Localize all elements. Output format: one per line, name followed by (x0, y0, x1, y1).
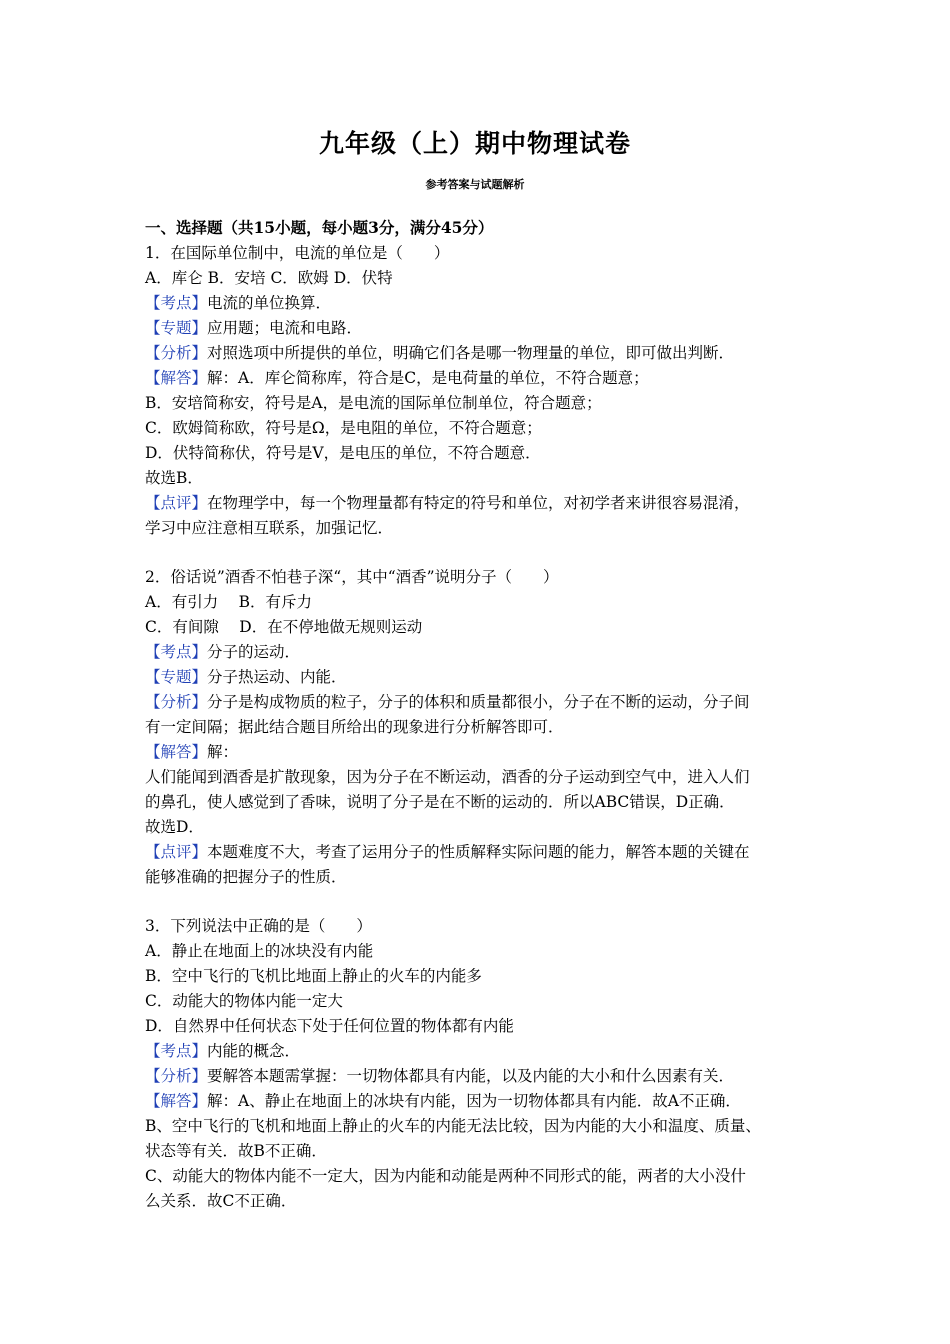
zhuanti-text: 应用题；电流和电路． (207, 319, 363, 337)
dianping-tag: 【点评】 (145, 843, 208, 861)
question-2-zhuanti (145, 665, 810, 690)
kaodian-text: 电流的单位换算． (207, 294, 332, 312)
question-2-dianping (145, 840, 810, 865)
question-3-option-a: A．静止在地面上的冰块没有内能 (145, 942, 374, 960)
kaodian-tag: 【考点】 (145, 1042, 208, 1060)
fenxi-text: 对照选项中所提供的单位，明确它们各是哪一物理量的单位，即可做出判断． (207, 344, 735, 362)
jieda-text: 解：A．库仑简称库，符合是C，是电荷量的单位，不符合题意； (207, 369, 649, 387)
jieda-text: 解：A、静止在地面上的冰块有内能，因为一切物体都具有内能．故A不正确． (207, 1092, 741, 1110)
dianping-text: 本题难度不大，考查了运用分子的性质解释实际问题的能力，解答本题的关键在 (207, 843, 750, 861)
question-1-dianping (145, 491, 810, 516)
answer-line: C、动能大的物体内能不一定大，因为内能和动能是两种不同形式的能，两者的大小没什 (145, 1167, 746, 1185)
answer-line: 的鼻孔，使人感觉到了香味，说明了分子是在不断的运动的．所以ABC错误，D正确． (145, 793, 735, 811)
question-3-option-c: C．动能大的物体内能一定大 (145, 992, 343, 1010)
zhuanti-tag: 【专题】 (145, 319, 208, 337)
answer-choice: 故选B． (145, 469, 203, 487)
question-2-options: C．有间隙 D．在不停地做无规则运动 (145, 618, 423, 636)
answer-line: B．安培简称安，符号是A，是电流的国际单位制单位，符合题意； (145, 394, 602, 412)
jieda-tag: 【解答】 (145, 1092, 208, 1110)
question-2-jieda (145, 740, 810, 765)
question-1-jieda (145, 366, 810, 391)
question-2-kaodian (145, 640, 810, 665)
kaodian-text: 内能的概念． (207, 1042, 301, 1060)
dianping-text: 在物理学中，每一个物理量都有特定的符号和单位，对初学者来讲很容易混淆， (207, 494, 750, 512)
question-1-zhuanti (145, 316, 810, 341)
answer-line: B、空中飞行的飞机和地面上静止的火车的内能无法比较，因为内能的大小和温度、质量、 (145, 1117, 761, 1135)
section-header: 一、选择题（共15小题，每小题3分，满分45分） (145, 218, 494, 237)
question-2-stem: 2．俗话说”酒香不怕巷子深“，其中“酒香”说明分子（ ） (145, 568, 559, 586)
question-1-options: A．库仑 B．安培 C．欧姆 D．伏特 (145, 269, 393, 287)
question-2-fenxi (145, 690, 810, 715)
kaodian-text: 分子的运动． (207, 643, 301, 661)
question-1-kaodian (145, 291, 810, 316)
question-3-kaodian (145, 1039, 810, 1064)
answer-line: C．欧姆简称欧，符号是Ω，是电阻的单位，不符合题意； (145, 419, 542, 437)
answer-line: 状态等有关．故B不正确． (145, 1142, 327, 1160)
question-3-fenxi (145, 1064, 810, 1089)
dianping-line: 能够准确的把握分子的性质． (145, 868, 347, 886)
fenxi-tag: 【分析】 (145, 693, 208, 711)
dianping-line: 学习中应注意相互联系，加强记忆． (145, 519, 394, 537)
fenxi-text: 要解答本题需掌握：一切物体都具有内能，以及内能的大小和什么因素有关． (207, 1067, 735, 1085)
answer-line: 人们能闻到酒香是扩散现象，因为分子在不断运动，酒香的分子运动到空气中，进入人们 (145, 768, 750, 786)
answer-line: D．伏特简称伏，符号是V，是电压的单位，不符合题意． (145, 444, 541, 462)
fenxi-line: 有一定间隔；据此结合题目所给出的现象进行分析解答即可． (145, 718, 564, 736)
question-1-fenxi (145, 341, 810, 366)
question-3-option-b: B．空中飞行的飞机比地面上静止的火车的内能多 (145, 967, 482, 985)
zhuanti-text: 分子热运动、内能． (207, 668, 347, 686)
questions-body (145, 241, 810, 1214)
answer-line: 么关系．故C不正确． (145, 1192, 297, 1210)
jieda-text: 解： (207, 743, 239, 761)
dianping-tag: 【点评】 (145, 494, 208, 512)
fenxi-tag: 【分析】 (145, 1067, 208, 1085)
kaodian-tag: 【考点】 (145, 643, 208, 661)
page-title: 九年级（上）期中物理试卷 (318, 129, 631, 158)
page-subtitle: 参考答案与试题解析 (425, 178, 525, 191)
jieda-tag: 【解答】 (145, 743, 208, 761)
zhuanti-tag: 【专题】 (145, 668, 208, 686)
question-2-options: A．有引力 B．有斥力 (145, 593, 313, 611)
jieda-tag: 【解答】 (145, 369, 208, 387)
fenxi-text: 分子是构成物质的粒子，分子的体积和质量都很小，分子在不断的运动，分子间 (207, 693, 750, 711)
question-3-option-d: D．自然界中任何状态下处于任何位置的物体都有内能 (145, 1017, 514, 1035)
question-1-stem: 1．在国际单位制中，电流的单位是（ ） (145, 244, 450, 262)
question-3-stem: 3．下列说法中正确的是（ ） (145, 917, 372, 935)
kaodian-tag: 【考点】 (145, 294, 208, 312)
fenxi-tag: 【分析】 (145, 344, 208, 362)
answer-choice: 故选D． (145, 818, 204, 836)
question-3-jieda (145, 1089, 810, 1114)
